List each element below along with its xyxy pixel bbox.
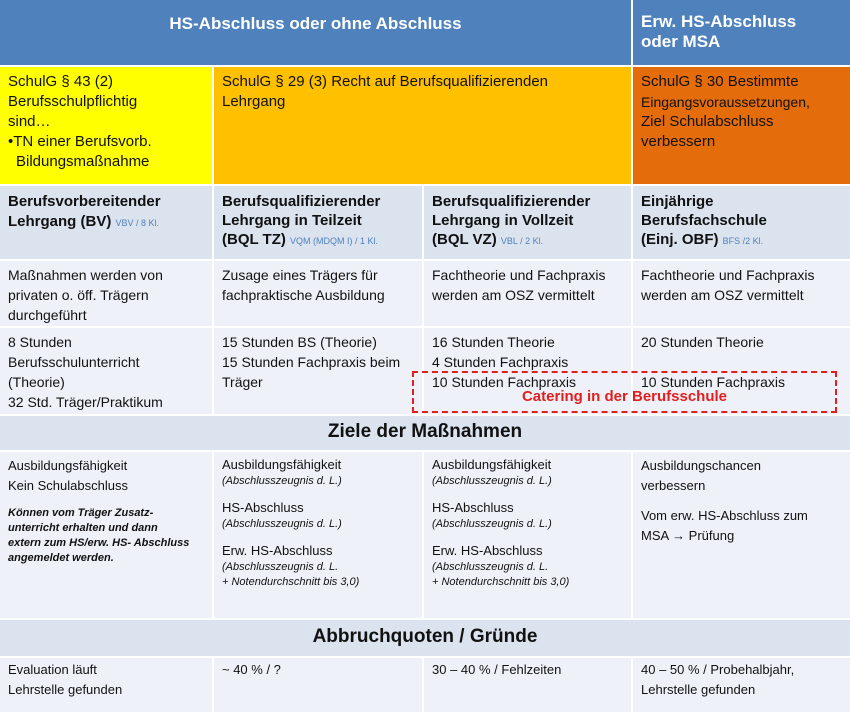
- dropout-1-line: Evaluation läuft: [8, 662, 97, 677]
- course-3-l3-text: (BQL VZ): [432, 231, 497, 248]
- provider-cell-3: [424, 261, 631, 326]
- goals-3-a-note: (Abschlusszeugnis d. L.): [432, 475, 552, 487]
- provider-cell-4: [633, 261, 850, 326]
- goals-3-a: Ausbildungsfähigkeit: [432, 457, 552, 472]
- hours-cell-1: [0, 328, 212, 414]
- hours-3-line: 10 Stunden Fachpraxis: [432, 374, 576, 390]
- dropout-section-title: Abbruchquoten / Gründe: [0, 620, 850, 656]
- dropout-1-line: Lehrstelle gefunden: [8, 682, 123, 697]
- goals-3-c-note2: + Notendurchschnitt bis 3,0): [432, 576, 570, 588]
- header-main-text: HS-Abschluss oder ohne Abschluss: [169, 14, 462, 33]
- course-3-l2: Lehrgang in Vollzeit: [432, 212, 574, 229]
- goals-4-l4: MSA → Prüfung: [641, 528, 735, 543]
- header-main: [0, 0, 631, 65]
- goals-1-l2: Kein Schulabschluss: [8, 478, 128, 493]
- course-1-l1: Berufsvorbereitender: [8, 193, 161, 210]
- goals-cell-4: [633, 452, 850, 618]
- hours-3-line: 16 Stunden Theorie: [432, 334, 555, 350]
- law-cell-2: [214, 67, 631, 184]
- course-cell-2: [214, 186, 422, 259]
- goals-1-note: Können vom Träger Zusatz-: [8, 507, 154, 519]
- course-1-code: VBV / 8 Kl.: [115, 218, 160, 228]
- law-4-line: verbessern: [641, 133, 716, 150]
- law-1-line: Bildungsmaßnahme: [16, 153, 150, 170]
- goals-cell-2: [214, 452, 422, 618]
- provider-2-line: fachpraktische Ausbildung: [222, 287, 385, 303]
- hours-4-line: 20 Stunden Theorie: [641, 334, 764, 350]
- hours-4-line: 10 Stunden Fachpraxis: [641, 374, 785, 390]
- goals-4-l2: verbessern: [641, 478, 706, 493]
- course-4-l1: Einjährige: [641, 193, 714, 210]
- course-4-l3: [641, 230, 842, 251]
- goals-4-l3: Vom erw. HS-Abschluss zum: [641, 508, 808, 523]
- goals-1-l1: Ausbildungsfähigkeit: [8, 458, 128, 473]
- dropout-cell-1: [0, 658, 212, 712]
- header-right-line1: Erw. HS-Abschluss: [641, 12, 797, 31]
- goals-2-b-note: (Abschlusszeugnis d. L.): [222, 518, 342, 530]
- course-cell-4: [633, 186, 850, 259]
- header-right-line2: oder MSA: [641, 32, 721, 51]
- hours-cell-2: [214, 328, 422, 414]
- provider-cell-2: [214, 261, 422, 326]
- law-4-line: SchulG § 30 Bestimmte: [641, 73, 799, 90]
- law-cell-1: [0, 67, 212, 184]
- header-right: [633, 0, 850, 65]
- goals-1-note: unterricht erhalten und dann: [8, 522, 158, 534]
- catering-label: Catering in der Berufsschule: [521, 388, 728, 405]
- course-4-code: BFS /2 Kl.: [722, 236, 764, 246]
- hours-1-line: 8 Stunden: [8, 334, 72, 350]
- hours-2-line: 15 Stunden Fachpraxis beim: [222, 354, 401, 370]
- law-4-line: Eingangsvoraussetzungen,: [641, 94, 810, 110]
- course-cell-1: [0, 186, 212, 259]
- provider-3-line: werden am OSZ vermittelt: [432, 287, 595, 303]
- goals-2-b: HS-Abschluss: [222, 500, 304, 515]
- dropout-3-line: 30 – 40 % / Fehlzeiten: [432, 662, 562, 677]
- provider-cell-1: [0, 261, 212, 326]
- course-2-l1: Berufsqualifizierender: [222, 193, 381, 210]
- provider-1-line: Maßnahmen werden von: [8, 267, 163, 283]
- course-3-code: VBL / 2 Kl.: [500, 236, 544, 246]
- provider-1-line: privaten o. öff. Trägern: [8, 287, 149, 303]
- law-1-line: SchulG § 43 (2): [8, 73, 114, 90]
- goals-1-note: extern zum HS/erw. HS- Abschluss: [8, 537, 190, 549]
- goals-1-note: angemeldet werden.: [8, 552, 114, 564]
- course-2-l3: [222, 230, 414, 251]
- hours-1-line: 32 Std. Träger/Praktikum: [8, 394, 163, 410]
- goals-2-c-note1: (Abschlusszeugnis d. L.: [222, 561, 339, 573]
- law-2-line: Lehrgang: [222, 93, 286, 110]
- dropout-cell-2: [214, 658, 422, 712]
- hours-1-line: (Theorie): [8, 374, 65, 390]
- law-1-line: sind…: [8, 113, 51, 130]
- law-1-line: Berufsschulpflichtig: [8, 93, 138, 110]
- provider-4-line: werden am OSZ vermittelt: [641, 287, 804, 303]
- goals-4-l1: Ausbildungschancen: [641, 458, 761, 473]
- course-cell-3: [424, 186, 631, 259]
- course-2-code: VQM (MDQM I) / 1 Kl.: [290, 236, 379, 246]
- hours-1-line: Berufsschulunterricht: [8, 354, 140, 370]
- law-4-line: Ziel Schulabschluss: [641, 113, 774, 130]
- course-4-l2: Berufsfachschule: [641, 212, 767, 229]
- goals-2-c: Erw. HS-Abschluss: [222, 543, 333, 558]
- provider-3-line: Fachtheorie und Fachpraxis: [432, 267, 606, 283]
- dropout-cell-4: [633, 658, 850, 712]
- goals-2-a-note: (Abschlusszeugnis d. L.): [222, 475, 342, 487]
- dropout-cell-3: [424, 658, 631, 712]
- course-1-l2: [8, 212, 204, 233]
- hours-2-line: 15 Stunden BS (Theorie): [222, 334, 377, 350]
- goals-cell-3: [424, 452, 631, 618]
- course-1-l2-text: Lehrgang (BV): [8, 213, 112, 230]
- goals-section-title: Ziele der Maßnahmen: [0, 416, 850, 450]
- law-2-line: SchulG § 29 (3) Recht auf Berufsqualifizierenden: [222, 73, 549, 90]
- law-cell-4: [633, 67, 850, 184]
- dropout-2-line: ~ 40 % / ?: [222, 662, 281, 677]
- provider-1-line: durchgeführt: [8, 307, 87, 323]
- provider-4-line: Fachtheorie und Fachpraxis: [641, 267, 815, 283]
- course-4-l3-text: (Einj. OBF): [641, 231, 719, 248]
- course-3-l3: [432, 230, 623, 251]
- goals-cell-1: [0, 452, 212, 618]
- dropout-4-line: Lehrstelle gefunden: [641, 682, 756, 697]
- provider-2-line: Zusage eines Trägers für: [222, 267, 378, 283]
- hours-3-line: 4 Stunden Fachpraxis: [432, 354, 569, 370]
- dropout-4-line: 40 – 50 % / Probehalbjahr,: [641, 662, 795, 677]
- goals-2-c-note2: + Notendurchschnitt bis 3,0): [222, 576, 360, 588]
- goals-2-a: Ausbildungsfähigkeit: [222, 457, 342, 472]
- goals-3-b: HS-Abschluss: [432, 500, 514, 515]
- course-2-l2: Lehrgang in Teilzeit: [222, 212, 362, 229]
- goals-3-c: Erw. HS-Abschluss: [432, 543, 543, 558]
- course-2-l3-text: (BQL TZ): [222, 231, 286, 248]
- hours-2-line: Träger: [222, 374, 263, 390]
- goals-3-b-note: (Abschlusszeugnis d. L.): [432, 518, 552, 530]
- law-1-line: •TN einer Berufsvorb.: [8, 133, 152, 150]
- course-3-l1: Berufsqualifizierender: [432, 193, 591, 210]
- goals-3-c-note1: (Abschlusszeugnis d. L.: [432, 561, 549, 573]
